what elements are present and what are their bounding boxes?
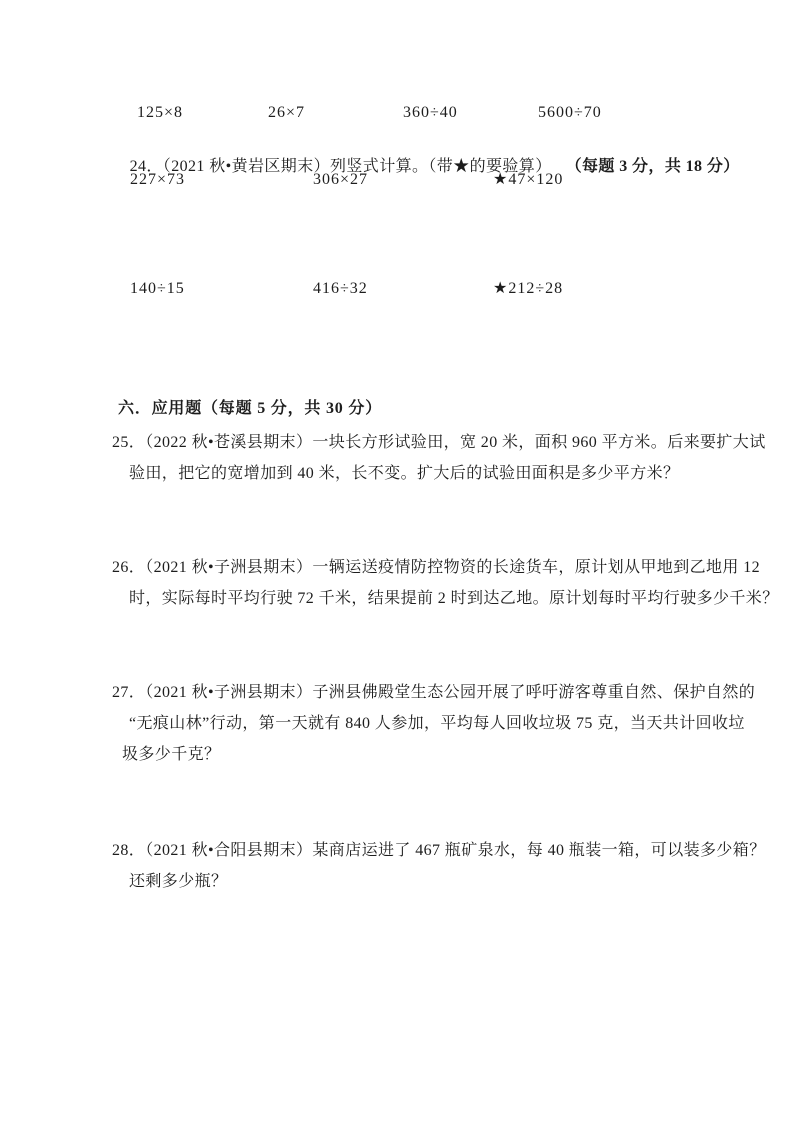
calc-item: 416÷32 (313, 280, 368, 297)
oral-item: 26×7 (268, 104, 306, 121)
oral-item: 5600÷70 (538, 104, 602, 121)
question-24-score: （每题 3 分，共 18 分） (573, 158, 740, 175)
question-25-line: 验田，把它的宽增加到 40 米，长不变。扩大后的试验田面积是多少平方米？ (129, 465, 680, 482)
question-28-line: 还剩多少瓶？ (129, 873, 228, 890)
question-27-line: 27．（2021 秋•子洲县期末）子洲县佛殿堂生态公园开展了呼吁游客尊重自然、保护自然的 (112, 684, 756, 701)
section-6-header: 六．应用题（每题 5 分，共 30 分） (118, 400, 383, 417)
question-24-heading (112, 137, 740, 197)
calc-item: ★212÷28 (493, 280, 564, 297)
oral-item: 360÷40 (403, 104, 458, 121)
calc-item: ★47×120 (493, 171, 564, 188)
question-26-line: 时，实际每时平均行驶 72 千米，结果提前 2 时到达乙地。原计划每时平均行驶多少千米？ (129, 590, 779, 607)
calc-item: 140÷15 (130, 280, 185, 297)
question-24-text: 24．（2021 秋•黄岩区期末）列竖式计算。（带★的要验算） (129, 158, 552, 175)
calc-item: 306×27 (313, 171, 369, 188)
question-27-line: 圾多少千克？ (122, 746, 221, 763)
question-28-line: 28．（2021 秋•合阳县期末）某商店运进了 467 瓶矿泉水，每 40 瓶装一箱，可以装多少箱？ (112, 842, 766, 859)
question-25-line: 25．（2022 秋•苍溪县期末）一块长方形试验田，宽 20 米，面积 960 平方米。后来要扩大试 (112, 434, 766, 451)
calc-item: 227×73 (130, 171, 186, 188)
oral-item: 125×8 (137, 104, 184, 121)
question-26-line: 26．（2021 秋•子洲县期末）一辆运送疫情防控物资的长途货车，原计划从甲地到乙地用 12 (112, 559, 761, 576)
question-27-line: “无痕山林”行动，第一天就有 840 人参加，平均每人回收垃圾 75 克，当天共计回收垃 (129, 715, 745, 732)
